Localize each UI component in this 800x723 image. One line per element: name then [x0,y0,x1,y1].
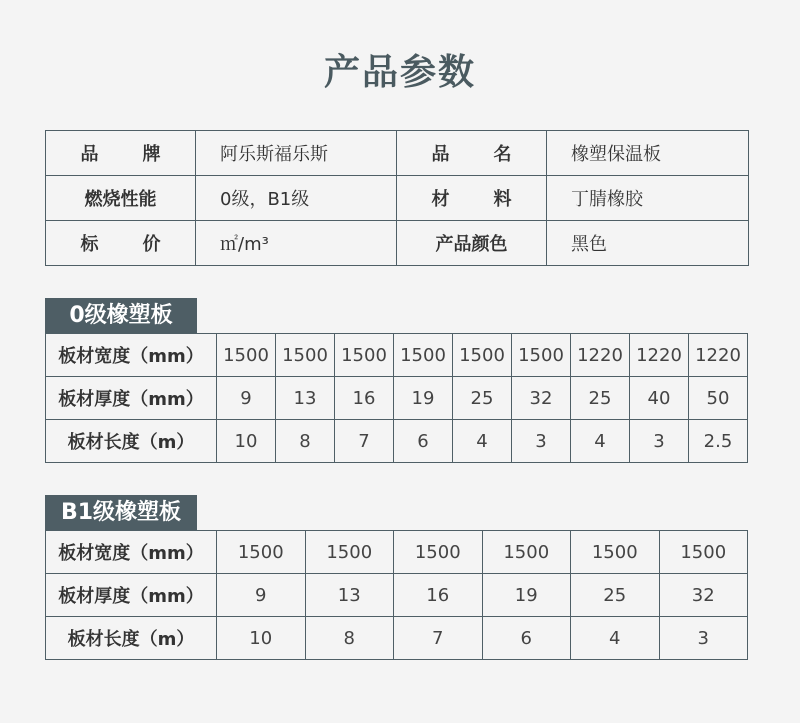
info-label-text: 品 牌 [80,144,161,165]
spec-cell: 19 [394,377,453,420]
spec-cell: 25 [571,574,660,617]
spec-row [46,420,748,463]
spec-row [46,617,748,660]
info-label-text: 标 价 [80,234,161,255]
info-value: 阿乐斯福乐斯 [196,131,397,176]
info-label [46,221,196,266]
spec-row-label: 板材宽度（mm） [46,334,217,377]
info-value: ㎡/m³ [196,221,397,266]
info-row [46,176,749,221]
spec-cell: 1500 [335,334,394,377]
spec-row-label: 板材长度（m） [46,420,217,463]
spec-cell: 1220 [630,334,689,377]
spec-cell: 6 [394,420,453,463]
spec-cell: 10 [217,617,306,660]
spec-cell: 1500 [571,531,660,574]
spec-cell: 1500 [217,531,306,574]
info-label-text: 材 料 [431,189,512,210]
spec-cell: 1500 [482,531,571,574]
gradeB1-section-title: B1级橡塑板 [45,495,197,531]
spec-cell: 10 [217,420,276,463]
spec-cell: 3 [512,420,571,463]
spec-cell: 25 [453,377,512,420]
spec-cell: 3 [630,420,689,463]
spec-cell: 1220 [571,334,630,377]
spec-row [46,574,748,617]
spec-cell: 1500 [394,531,483,574]
grade0-spec-table [45,333,748,463]
page-title: 产品参数 [323,52,476,93]
spec-row [46,377,748,420]
spec-cell: 4 [571,617,660,660]
info-label [46,131,196,176]
spec-cell: 4 [453,420,512,463]
spec-cell: 16 [335,377,394,420]
info-value: 丁腈橡胶 [547,176,749,221]
spec-cell: 7 [335,420,394,463]
spec-cell: 50 [689,377,748,420]
product-info-table [45,130,749,266]
spec-cell: 8 [305,617,394,660]
info-row [46,131,749,176]
spec-cell: 1500 [217,334,276,377]
spec-cell: 1500 [276,334,335,377]
info-label: 燃烧性能 [46,176,196,221]
info-label-text: 品 名 [431,144,512,165]
spec-row-label: 板材长度（m） [46,617,217,660]
spec-row-label: 板材厚度（mm） [46,377,217,420]
grade0-section-title: 0级橡塑板 [45,298,197,334]
spec-row-label: 板材宽度（mm） [46,531,217,574]
spec-row-label: 板材厚度（mm） [46,574,217,617]
info-row [46,221,749,266]
spec-cell: 1500 [453,334,512,377]
spec-cell: 1500 [394,334,453,377]
spec-cell: 2.5 [689,420,748,463]
spec-cell: 1500 [659,531,748,574]
spec-cell: 32 [512,377,571,420]
spec-cell: 1220 [689,334,748,377]
spec-row [46,531,748,574]
info-value: 橡塑保温板 [547,131,749,176]
spec-cell: 40 [630,377,689,420]
spec-cell: 13 [276,377,335,420]
spec-cell: 16 [394,574,483,617]
spec-cell: 6 [482,617,571,660]
spec-cell: 1500 [512,334,571,377]
info-label: 产品颜色 [397,221,547,266]
spec-cell: 8 [276,420,335,463]
gradeB1-spec-table [45,530,748,660]
info-label [397,176,547,221]
spec-cell: 9 [217,377,276,420]
info-value: 黑色 [547,221,749,266]
info-label [397,131,547,176]
spec-cell: 1500 [305,531,394,574]
spec-cell: 4 [571,420,630,463]
info-value: 0级，B1级 [196,176,397,221]
spec-cell: 13 [305,574,394,617]
spec-cell: 19 [482,574,571,617]
spec-cell: 3 [659,617,748,660]
spec-row [46,334,748,377]
spec-cell: 25 [571,377,630,420]
spec-cell: 9 [217,574,306,617]
spec-cell: 7 [394,617,483,660]
spec-cell: 32 [659,574,748,617]
